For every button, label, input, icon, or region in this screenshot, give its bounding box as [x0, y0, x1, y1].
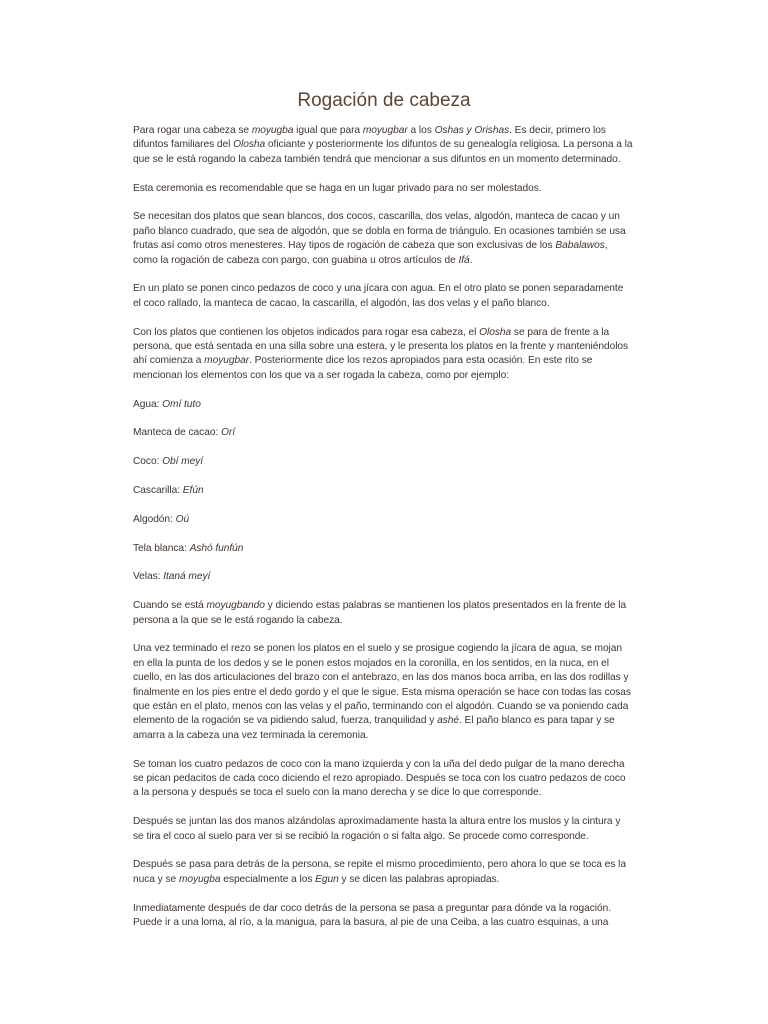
element-yoruba-name: Oú [175, 513, 190, 525]
document-body [133, 124, 633, 945]
element-label: Coco: [133, 456, 163, 468]
paragraph-coconut-pieces: Se toman los cuatro pedazos de coco con la mano izquierda y con la uña del dedo pulgar de la mano derecha se pican pedacitos de cada coco diciendo el rezo apropiado. Después se toca con los cuatro pedazos de coco a la persona y después se toca el suelo con la mano derecha y se dice lo que corresponde. [133, 758, 626, 799]
italic-term: Babalawos [555, 240, 605, 252]
element-label: Velas: [133, 571, 164, 583]
paragraph-privacy: Esta ceremonia es recomendable que se haga en un lugar privado para no ser molestados. [133, 182, 542, 194]
text: a los [407, 125, 435, 136]
element-item-candles [133, 570, 633, 584]
italic-term: Egun [315, 873, 339, 885]
text: , como la rogación de cabeza con pargo, con guabina u otros artículos de [133, 240, 608, 266]
element-label: Tela blanca: [133, 542, 190, 554]
text: . Es decir, primero los difuntos familiares del [133, 125, 606, 151]
paragraph-plates: En un plato se ponen cinco pedazos de coco y una jícara con agua. En el otro plato se ponen separadamente el coco rallado, la manteca de cacao, la cascarilla, el algodón, las dos velas y el paño blanco. [133, 283, 624, 309]
italic-term: Oshas y Orishas [434, 125, 510, 136]
italic-term: moyugbando [206, 600, 265, 612]
text: . [469, 254, 473, 266]
element-yoruba-name: Omí tuto [162, 398, 201, 410]
text: especialmente a los [220, 873, 316, 885]
paragraph-presentation [133, 326, 633, 384]
paragraph-materials [133, 210, 633, 268]
text: Para rogar una cabeza se [133, 125, 252, 136]
italic-term: moyugbar [362, 125, 408, 136]
element-item-white-cloth [133, 542, 633, 556]
element-item-water [133, 398, 633, 412]
page-title: Rogación de cabeza [297, 90, 471, 111]
element-label: Manteca de cacao: [133, 427, 222, 439]
paragraph-throw-coconut: Después se juntan las dos manos alzándolas aproximadamente hasta la altura entre los muslos y la cintura y se tira el coco al suelo para ver si se recibió la rogación o si falta algo. Se procede como corresponde. [133, 816, 621, 842]
element-yoruba-name: Efún [182, 485, 204, 497]
element-yoruba-name: Obí meyí [162, 456, 204, 468]
element-yoruba-name: Itaná meyí [163, 571, 211, 583]
text: Una vez terminado el rezo se ponen los platos en el suelo y se prosigue cogiendo la jícara de agua, se mojan en ella la punta de los dedos y se le ponen estos mojados en la coronilla, en los sentidos, en la nuca, en el cuello, en las dos articulaciones del brazo con el antebrazo, en las dos manos boca arriba, en las dos rodillas y finalmente en los pies entre el dedo gordo y el que le sigue. Esta misma operación se hace con todas las cosas que están en el plato, menos con las velas y el paño, terminando con el algodón. Cuando se va poniendo cada elemento de la rogación se va pidiendo salud, fuerza, tranquilidad y [133, 643, 631, 727]
text: Con los platos que contienen los objetos indicados para rogar esa cabeza, el [133, 326, 480, 338]
text: y diciendo estas palabras se mantienen los platos presentados en la frente de la persona a la que se le está rogando la cabeza. [133, 600, 627, 626]
element-yoruba-name: Orí [221, 427, 236, 439]
text: Se necesitan dos platos que sean blancos, dos cocos, cascarilla, dos velas, algodón, manteca de cacao y un paño blanco cuadrado, que sea de algodón, que se dobla en forma de triángulo. En ocasiones también se usa frutas así como otros menesteres. Hay tipos de rogación de cabeza que son exclusivas de los [133, 211, 626, 252]
paragraph-destination: Inmediatamente después de dar coco detrás de la persona se pasa a preguntar para dónde va la rogación. Puede ir a una loma, al río, a la manigua, para la basura, al pie de una Ceiba, a las cuatro esquinas, a una [133, 902, 611, 929]
element-item-cotton [133, 513, 633, 527]
paragraph-procedure [133, 642, 633, 743]
element-item-cocoa-butter [133, 426, 633, 440]
element-item-coconut [133, 455, 633, 469]
paragraph-behind-person [133, 858, 633, 887]
text: oficiante y posteriormente los difuntos de su genealogía religiosa. La persona a la que se le está rogando la cabeza también tendrá que mencionar a sus difuntos en un momento determinado. [133, 139, 633, 165]
text: . El paño blanco es para tapar y se amarra a la cabeza una vez terminada la ceremonia. [133, 715, 615, 741]
element-label: Cascarilla: [133, 485, 183, 497]
text: igual que para [293, 125, 363, 136]
element-label: Agua: [133, 398, 163, 410]
italic-term: moyugba [178, 873, 221, 885]
text: se para de frente a la persona, que está sentada en una silla sobre una estera, y le presenta los platos en la frente y manteniéndolos ahí comienza a [133, 326, 629, 367]
text: . Posteriormente dice los rezos apropiados para esta ocasión. En este rito se mencionan los elementos con los que va a ser rogada la cabeza, como por ejemplo: [133, 355, 593, 381]
element-item-cascarilla [133, 484, 633, 498]
text: Después se pasa para detrás de la persona, se repite el mismo procedimiento, pero ahora lo que se toca es la nuca y se [133, 859, 626, 885]
italic-term: Olosha [233, 139, 266, 151]
text: y se dicen las palabras apropiadas. [338, 873, 500, 885]
italic-term: moyugba [251, 125, 294, 136]
italic-term: ashé [437, 715, 459, 727]
element-yoruba-name: Ashó funfún [189, 542, 244, 554]
italic-term: moyugbar [204, 355, 250, 367]
text: Cuando se está [133, 600, 207, 612]
italic-term: Olosha [479, 326, 512, 338]
element-label: Algodón: [133, 513, 176, 525]
paragraph-intro [133, 124, 633, 167]
italic-term: Ifá [458, 254, 470, 266]
paragraph-moyugbando [133, 599, 633, 628]
